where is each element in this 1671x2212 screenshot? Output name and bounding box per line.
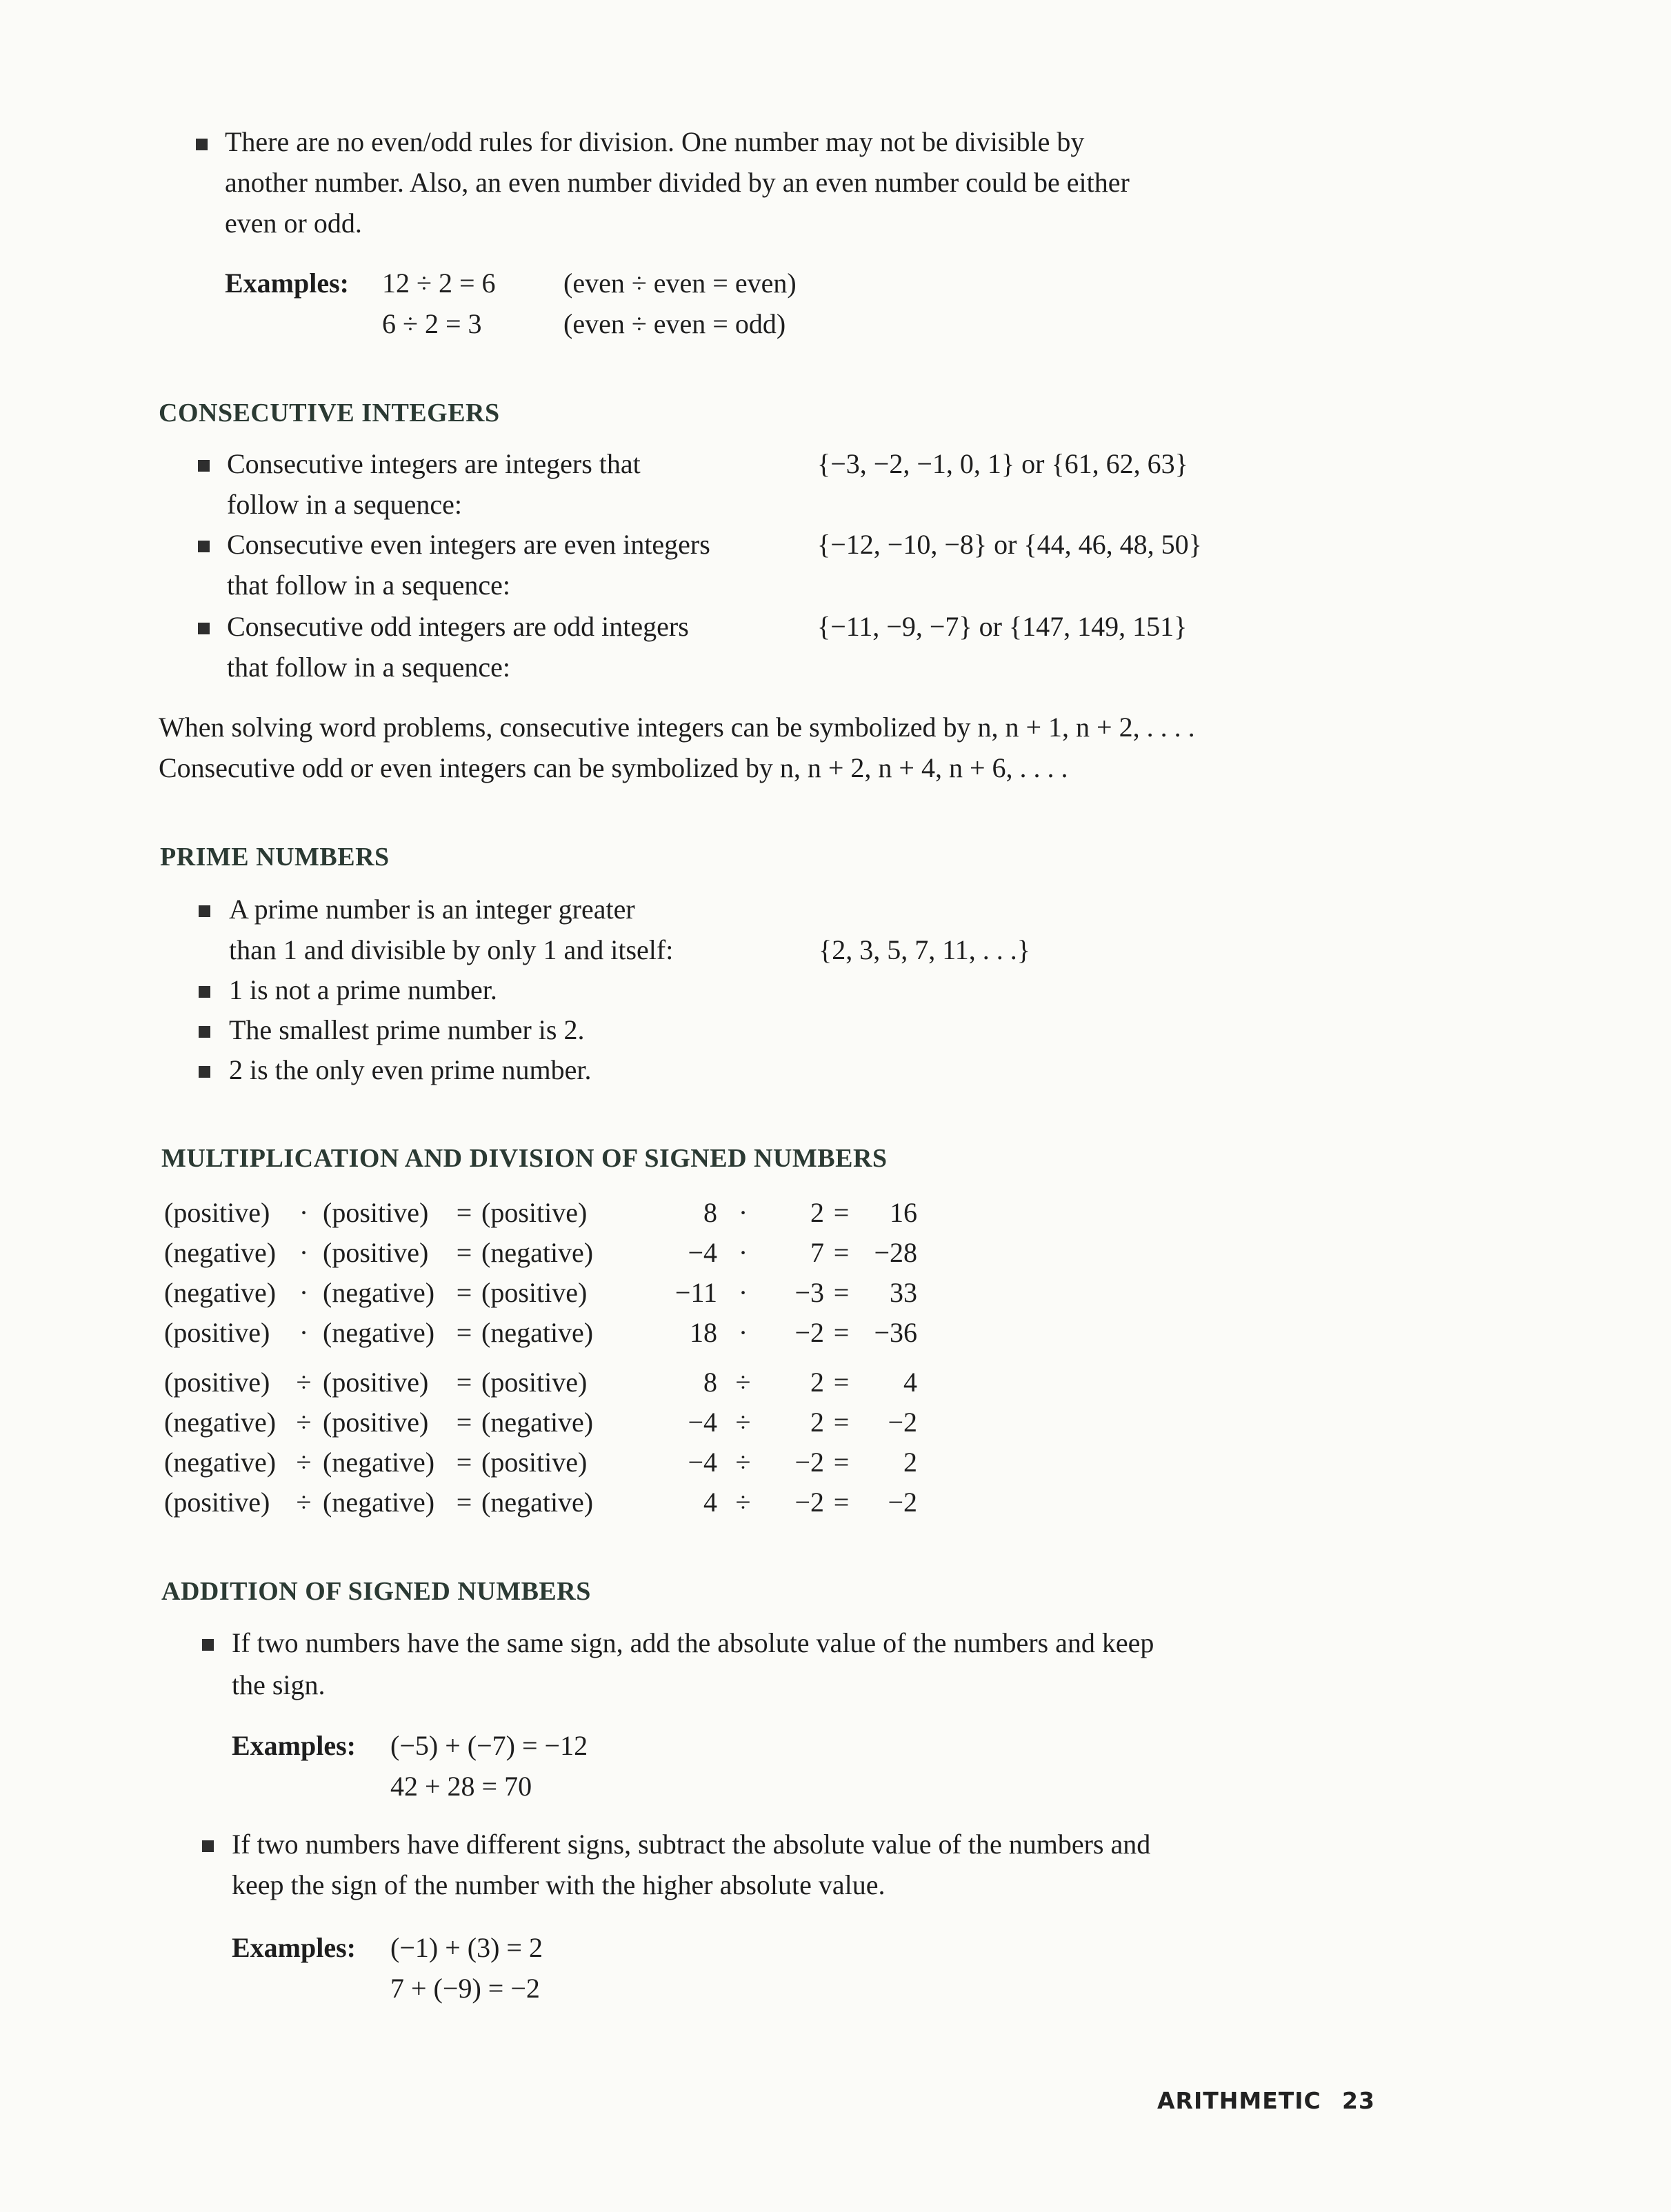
equals-sign: = [833,1317,850,1348]
example-note: (even ÷ even = even) [563,268,797,299]
number: 2 [810,1367,824,1398]
operand-sign: (positive) [164,1487,270,1518]
equals-sign: = [456,1277,472,1308]
equals-sign: = [833,1237,850,1268]
list-item: Consecutive even integers are even integers [227,529,710,560]
intro-line-2: another number. Also, an even number divided by an even number could be either [225,167,1130,198]
bullet-icon [199,905,210,917]
equals-sign: = [456,1487,472,1518]
operand-sign: (positive) [164,1367,270,1398]
number: 8 [703,1367,717,1398]
set-example: {−3, −2, −1, 0, 1} or {61, 62, 63} [817,448,1188,479]
number: 4 [903,1367,917,1398]
number: −36 [874,1317,917,1348]
operator: ÷ [296,1367,312,1398]
equals-sign: = [456,1447,472,1478]
list-item: than 1 and divisible by only 1 and itself: [229,934,674,965]
operand-sign: (negative) [323,1447,435,1478]
section-footer-label: ARITHMETIC [1157,2087,1321,2114]
bullet-icon [198,460,210,472]
section-heading: PRIME NUMBERS [160,843,390,872]
operator: ÷ [296,1407,312,1438]
paragraph-line: Consecutive odd or even integers can be symbolized by n, n + 2, n + 4, n + 6, . . . . [159,752,1068,783]
result-sign: (positive) [481,1447,588,1478]
number: 33 [890,1277,917,1308]
bullet-icon [202,1840,214,1852]
equals-sign: = [833,1487,850,1518]
operand-sign: (negative) [323,1487,435,1518]
list-item: follow in a sequence: [227,489,462,520]
number: 2 [810,1407,824,1438]
list-item: The smallest prime number is 2. [229,1014,585,1045]
operator: ÷ [735,1487,751,1518]
list-item: 1 is not a prime number. [229,974,497,1005]
list-item: A prime number is an integer greater [229,894,635,925]
bullet-icon [196,139,208,150]
operand-sign: (positive) [323,1237,429,1268]
page-number: 23 [1342,2087,1375,2114]
number: 2 [810,1197,824,1228]
operator: ÷ [735,1407,751,1438]
list-item: that follow in a sequence: [227,652,510,683]
operand-sign: (positive) [323,1367,429,1398]
equals-sign: = [456,1367,472,1398]
set-example: {2, 3, 5, 7, 11, . . .} [819,934,1030,965]
example-note: (even ÷ even = odd) [563,308,786,339]
number: −2 [888,1487,917,1518]
number: −2 [794,1487,824,1518]
equals-sign: = [833,1407,850,1438]
number: −28 [874,1237,917,1268]
number: −4 [688,1237,717,1268]
number: −4 [688,1407,717,1438]
operand-sign: (negative) [323,1317,435,1348]
equals-sign: = [456,1407,472,1438]
number: 18 [690,1317,717,1348]
list-item: Consecutive integers are integers that [227,448,641,479]
bullet-icon [199,986,210,998]
example-expr: (−1) + (3) = 2 [390,1932,543,1963]
result-sign: (negative) [481,1407,594,1438]
number: −11 [674,1277,717,1308]
list-item: that follow in a sequence: [227,570,510,601]
operand-sign: (negative) [323,1277,435,1308]
operand-sign: (positive) [323,1197,429,1228]
example-expr: (−5) + (−7) = −12 [390,1730,588,1761]
operator: · [299,1277,309,1308]
rule-line: If two numbers have different signs, subtract the absolute value of the numbers and [232,1829,1151,1860]
bullet-icon [199,1026,210,1038]
equals-sign: = [833,1367,850,1398]
rule-line: If two numbers have the same sign, add the absolute value of the numbers and keep [232,1627,1154,1658]
example-expr: 12 ÷ 2 = 6 [382,268,496,299]
intro-line-1: There are no even/odd rules for division. One number may not be divisible by [225,126,1085,157]
section-heading: MULTIPLICATION AND DIVISION OF SIGNED NUMBERS [161,1144,888,1173]
equals-sign: = [456,1197,472,1228]
operator: · [738,1277,748,1308]
example-expr: 6 ÷ 2 = 3 [382,308,482,339]
result-sign: (negative) [481,1237,594,1268]
operator: · [299,1197,309,1228]
example-expr: 7 + (−9) = −2 [390,1973,540,2004]
operand-sign: (negative) [164,1407,277,1438]
number: −2 [888,1407,917,1438]
section-heading: CONSECUTIVE INTEGERS [159,399,500,428]
operand-sign: (positive) [164,1197,270,1228]
set-example: {−11, −9, −7} or {147, 149, 151} [817,611,1188,642]
rule-line: the sign. [232,1669,326,1700]
number: 4 [703,1487,717,1518]
number: 2 [903,1447,917,1478]
operand-sign: (negative) [164,1237,277,1268]
paragraph-line: When solving word problems, consecutive integers can be symbolized by n, n + 1, n + 2, . . . . [159,712,1195,743]
operator: ÷ [735,1367,751,1398]
equals-sign: = [456,1317,472,1348]
list-item: Consecutive odd integers are odd integers [227,611,689,642]
operand-sign: (positive) [164,1317,270,1348]
rule-line: keep the sign of the number with the higher absolute value. [232,1869,885,1900]
list-item: 2 is the only even prime number. [229,1054,592,1085]
set-example: {−12, −10, −8} or {44, 46, 48, 50} [817,529,1202,560]
operand-sign: (positive) [323,1407,429,1438]
operand-sign: (negative) [164,1277,277,1308]
operator: · [738,1317,748,1348]
examples-label: Examples: [232,1730,356,1761]
bullet-icon [198,623,210,634]
intro-line-3: even or odd. [225,208,362,239]
examples-label: Examples: [225,268,349,299]
operator: · [299,1237,309,1268]
result-sign: (positive) [481,1277,588,1308]
equals-sign: = [833,1197,850,1228]
section-heading: ADDITION OF SIGNED NUMBERS [161,1577,591,1606]
operator: · [738,1237,748,1268]
number: −3 [794,1277,824,1308]
operator: ÷ [735,1447,751,1478]
bullet-icon [199,1066,210,1078]
equals-sign: = [833,1277,850,1308]
number: 16 [890,1197,917,1228]
result-sign: (positive) [481,1197,588,1228]
number: −4 [688,1447,717,1478]
bullet-icon [198,541,210,552]
number: 7 [810,1237,824,1268]
result-sign: (negative) [481,1317,594,1348]
operator: ÷ [296,1447,312,1478]
bullet-icon [202,1639,214,1651]
result-sign: (negative) [481,1487,594,1518]
examples-label: Examples: [232,1932,356,1963]
number: −2 [794,1447,824,1478]
number: −2 [794,1317,824,1348]
operator: · [299,1317,309,1348]
operand-sign: (negative) [164,1447,277,1478]
equals-sign: = [833,1447,850,1478]
number: 8 [703,1197,717,1228]
equals-sign: = [456,1237,472,1268]
example-expr: 42 + 28 = 70 [390,1771,532,1802]
operator: · [738,1197,748,1228]
operator: ÷ [296,1487,312,1518]
result-sign: (positive) [481,1367,588,1398]
